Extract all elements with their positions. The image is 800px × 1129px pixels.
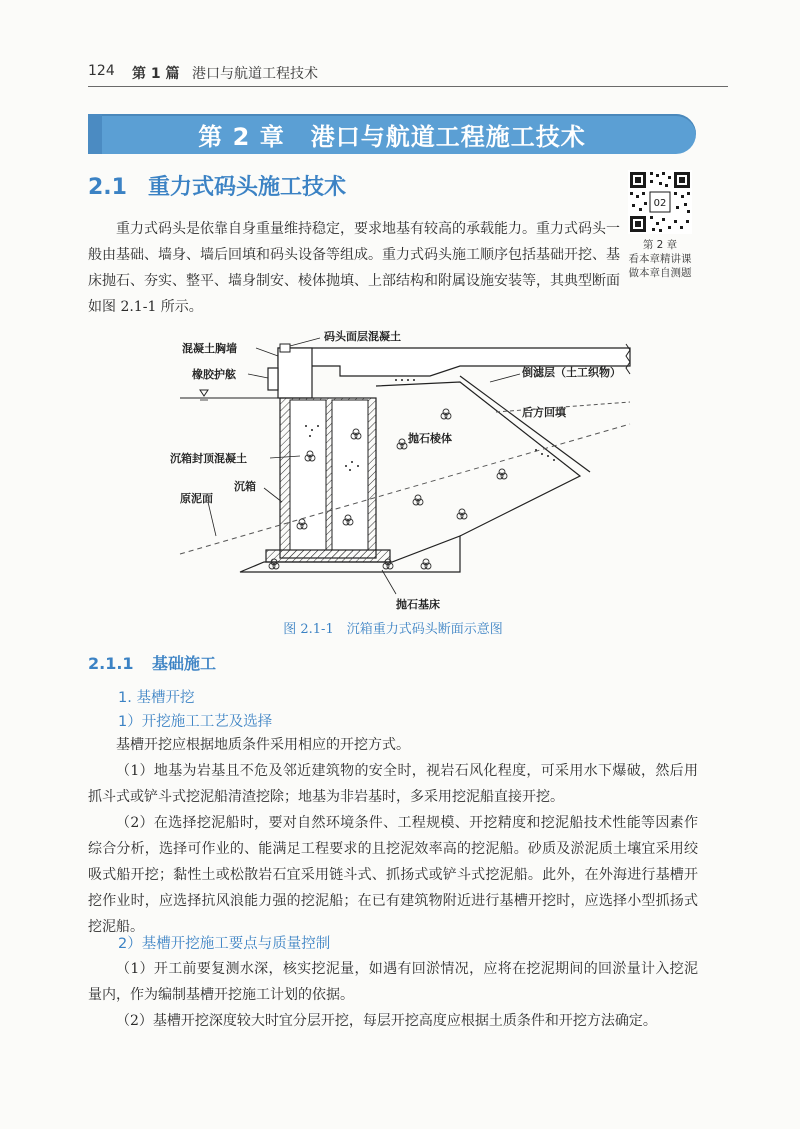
part-title: 港口与航道工程技术 xyxy=(192,66,318,82)
caisson-base xyxy=(266,550,390,562)
label-wharf-surface-concrete: 码头面层混凝土 xyxy=(324,330,401,343)
breast-wall xyxy=(278,348,312,398)
chapter-title: 港口与航道工程施工技术 xyxy=(310,123,586,151)
filter-layer-line xyxy=(460,376,590,472)
part-label: 第 1 篇 xyxy=(132,66,180,82)
chapter-number: 第 2 章 xyxy=(198,123,285,151)
qr-code-label: 02 xyxy=(653,198,667,209)
chapter-banner xyxy=(88,114,696,154)
paragraph-excavation-1: （1）地基为岩基且不危及邻近建筑物的安全时，视岩石风化程度，可采用水下爆破，然后用抓斗式或铲斗式挖泥船清渣挖除；地基为非岩基时，多采用挖泥船直接开挖。 xyxy=(88,763,698,805)
subsection-number: 2.1.1 xyxy=(88,654,134,673)
section-heading-2-1 xyxy=(88,170,346,201)
qr-caption-line1: 第 2 章 xyxy=(642,239,678,251)
label-original-mudline: 原泥面 xyxy=(180,492,213,505)
page-number: 124 xyxy=(88,63,115,79)
heading-foundation-trench: 1. 基槽开挖 xyxy=(118,690,195,706)
label-backfill: 后方回填 xyxy=(522,406,566,419)
label-caisson-top-concrete: 沉箱封顶混凝土 xyxy=(170,452,247,465)
section-number: 2.1 xyxy=(88,175,127,200)
label-concrete-breast-wall: 混凝土胸墙 xyxy=(182,342,237,355)
running-header xyxy=(88,60,728,87)
qr-caption-line2: 看本章精讲课 xyxy=(628,253,692,265)
rubber-fender xyxy=(268,368,278,390)
paragraph-quality-1: （1）开工前要复测水深，核实挖泥量，如遇有回淤情况，应将在挖泥期间的回淤量计入挖泥量内，作为编制基槽开挖施工计划的依据。 xyxy=(88,961,698,1003)
caisson-cell-right xyxy=(332,400,368,550)
label-filter-layer: 倒滤层（土工织物） xyxy=(522,366,621,379)
paragraph-excavation-2: （2）在选择挖泥船时，要对自然环境条件、工程规模、开挖精度和挖泥船技术性能等因素作综合分析，选择可作业的、能满足工程要求的且挖泥效率高的挖泥船。砂质及淤泥质土壤宜采用绞吸式船开挖；黏性土或松散岩石宜采用链斗式、抓扬式或铲斗式挖泥船。此外，在外海进行基槽开挖作业时，应选择抗风浪能力强的挖泥船；在已有建筑物附近进行基槽开挖时，应选择小型抓扬式挖泥船。 xyxy=(88,815,698,935)
chapter-heading xyxy=(88,117,696,152)
qr-code-icon[interactable] xyxy=(628,170,692,234)
wharf-cross-section-figure xyxy=(160,326,640,616)
subsection-title: 基础施工 xyxy=(152,654,217,673)
label-rubber-fender: 橡胶护舷 xyxy=(192,368,236,381)
figure-caption: 图 2.1-1 沉箱重力式码头断面示意图 xyxy=(283,622,503,637)
wharf-diagram xyxy=(160,326,640,616)
section-title: 重力式码头施工技术 xyxy=(148,175,347,200)
heading-excavation-process: 1）开挖施工工艺及选择 xyxy=(118,714,273,730)
caisson-cell-left xyxy=(290,400,326,550)
paragraph-quality-2: （2）基槽开挖深度较大时宜分层开挖，每层开挖高度应根据土质条件和开挖方法确定。 xyxy=(116,1013,657,1029)
heading-excavation-quality: 2）基槽开挖施工要点与质量控制 xyxy=(118,936,331,952)
bollard xyxy=(280,344,290,352)
label-rubble-prism: 抛石棱体 xyxy=(408,432,452,445)
label-caisson: 沉箱 xyxy=(234,480,256,493)
water-level-icon xyxy=(200,390,208,396)
intro-paragraph: 重力式码头是依靠自身重量维持稳定，要求地基有较高的承载能力。重力式码头一般由基础、墙身、墙后回填和码头设备等组成。重力式码头施工顺序包括基础开挖、基床抛石、夯实、整平、墙身制安、棱体抛填、上部结构和附属设施安装等，其典型断面如图 2.1-1 所示。 xyxy=(88,221,620,315)
section-heading-2-1-1 xyxy=(88,651,216,674)
paragraph-excavation-intro: 基槽开挖应根据地质条件采用相应的开挖方式。 xyxy=(116,737,410,753)
label-rubble-bed: 抛石基床 xyxy=(396,598,440,611)
qr-caption-line3: 做本章自测题 xyxy=(628,267,692,279)
